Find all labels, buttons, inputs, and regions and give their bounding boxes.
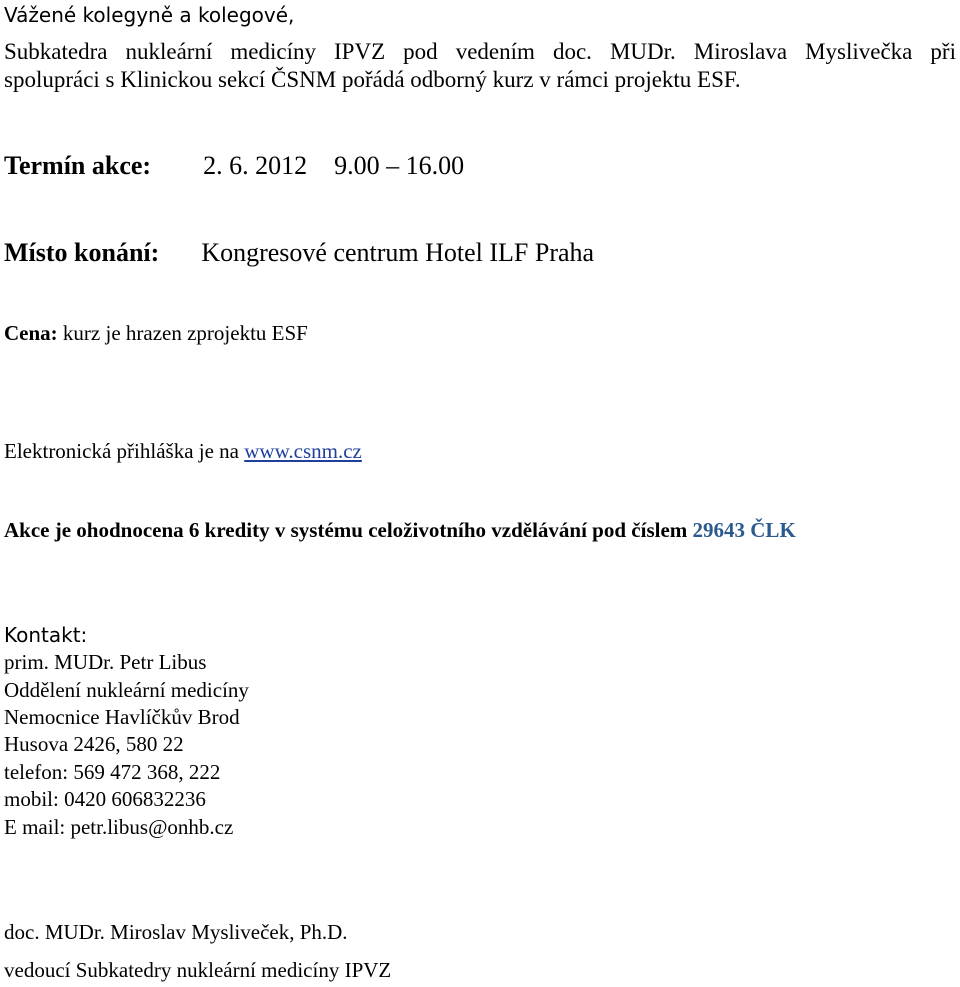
signature-role: vedoucí Subkatedry nukleární medicíny IPVZ — [4, 958, 392, 982]
kontakt-email-line: E mail: petr.libus@onhb.cz — [4, 815, 234, 839]
intro-word: Myslivečka — [805, 39, 913, 64]
termin-label: Termín akce: — [4, 151, 152, 180]
intro-word: vedením — [455, 39, 535, 64]
intro-word: pod — [403, 39, 438, 64]
intro-word: při — [930, 39, 956, 64]
intro-word: IPVZ — [334, 39, 386, 64]
misto-label: Místo konání: — [4, 238, 160, 267]
intro-word: medicíny — [230, 39, 316, 64]
cena-value: kurz je hrazen zprojektu ESF — [57, 321, 308, 345]
kontakt-line: Oddělení nukleární medicíny — [4, 678, 249, 702]
misto-row — [4, 240, 594, 266]
kredity-text: Akce je ohodnocena 6 kredity v systému celoživotního vzdělávání pod číslem — [4, 518, 693, 542]
intro-line-2: spolupráci s Klinickou sekcí ČSNM pořádá odborný kurz v rámci projektu ESF. — [4, 67, 741, 92]
misto-value: Kongresové centrum Hotel ILF Praha — [201, 238, 595, 267]
intro-word: Subkatedra — [4, 39, 108, 64]
cena-row — [4, 323, 308, 344]
intro-word: MUDr. — [609, 39, 676, 64]
kontakt-line: prim. MUDr. Petr Libus — [4, 650, 207, 674]
clk-number: 29643 ČLK — [692, 518, 796, 542]
termin-row — [4, 153, 464, 179]
csnm-link[interactable]: www.csnm.cz — [244, 439, 362, 463]
signature-name: doc. MUDr. Miroslav Mysliveček, Ph.D. — [4, 920, 348, 944]
cena-label: Cena: — [4, 321, 58, 345]
kontakt-line: mobil: 0420 606832236 — [4, 787, 206, 811]
kontakt-label: Kontakt: — [4, 623, 88, 647]
greeting: Vážené kolegyně a kolegové, — [4, 3, 295, 27]
kredity-row — [4, 520, 796, 541]
kontakt-line: Nemocnice Havlíčkův Brod — [4, 705, 240, 729]
intro-word: nukleární — [125, 39, 213, 64]
termin-date: 2. 6. 2012 — [203, 151, 308, 180]
termin-time: 9.00 – 16.00 — [334, 151, 465, 180]
kontakt-line: Husova 2426, 580 22 — [4, 732, 184, 756]
intro-word: doc. — [552, 39, 592, 64]
prihlaska-text: Elektronická přihláška je na — [4, 439, 245, 463]
intro-line-1 — [4, 40, 956, 63]
intro-word: Miroslava — [693, 39, 788, 64]
kontakt-line: telefon: 569 472 368, 222 — [4, 760, 221, 784]
prihlaska-row — [4, 441, 362, 462]
